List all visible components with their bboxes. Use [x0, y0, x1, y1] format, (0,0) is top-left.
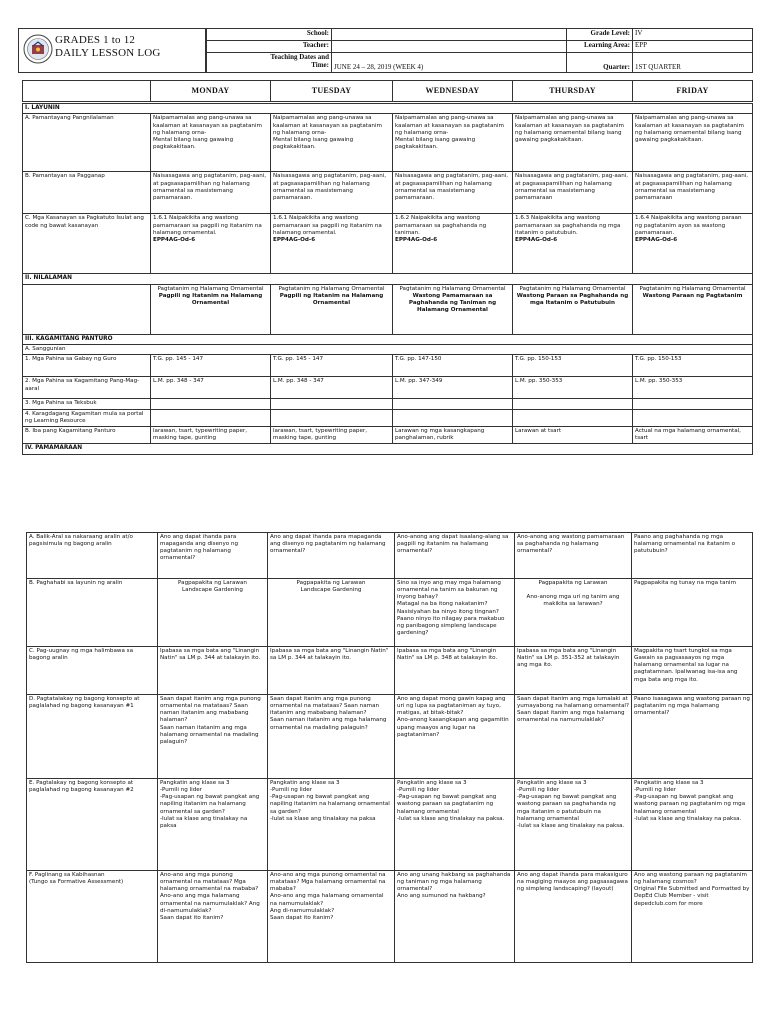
- section-kagamitang-panturo: III. KAGAMITANG PANTURO: [23, 334, 753, 344]
- deped-seal-icon: [23, 34, 53, 64]
- area-label: Learning Area:: [567, 40, 633, 52]
- teacher-label: Teacher:: [207, 40, 332, 52]
- cell: Ano ang dapat mong gawin kapag ang uri ng lupa sa pagtataniman ay tuyo, matigas, at bitak-bitak? Ano-anong kasangkapan ang gagamitin upang maayos ang lugar na pagtataniman?: [395, 695, 515, 779]
- cell: [271, 284, 393, 334]
- quarter-label: Quarter:: [567, 52, 633, 72]
- teacher-value: [332, 40, 567, 52]
- cell: Naisasagawa ang pagtatanim, pag-aani, at pagsasapamilihan ng halamang ornamental sa masistemang pamamaraan.: [271, 172, 393, 214]
- grade-label: Grade Level:: [567, 29, 633, 41]
- day-thursday: THURSDAY: [513, 81, 633, 102]
- row-label-iba-pang-kagamitan: B. Iba pang Kagamitang Panturo: [23, 426, 151, 443]
- cell: Paano ang paghahanda ng mga halamang ornamental na itatanim o patutubuin?: [632, 533, 753, 579]
- row-label-paglinang: F. Paglinang sa Kabihasnan (Tungo sa Formative Assessment): [27, 871, 158, 963]
- skill-code: EPP4AG-Od-6: [395, 236, 438, 243]
- title-line1: GRADES 1 to 12: [55, 34, 136, 46]
- cell: [633, 409, 753, 426]
- cell: Larawan at tsart: [513, 426, 633, 443]
- lesson-log-header: [18, 28, 752, 73]
- cell: L.M. pp. 348 - 347: [151, 377, 271, 399]
- content-topic: Pagtatanim ng Halamang Ornamental: [639, 285, 746, 292]
- cell: [513, 409, 633, 426]
- header-meta-table: [206, 28, 753, 73]
- cell: Ipabasa sa mga bata ang "Linangin Natin" sa LM p. 344 at talakayin ito.: [158, 647, 268, 695]
- cell: Naisasagawa ang pagtatanim, pag-aani, at pagsasapamilihan ng halamang ornamental sa masistemang pamamaraan: [633, 172, 753, 214]
- cell: Ipabasa sa mga bata ang "Linangin Natin" sa LM p. 344 at talakayin ito.: [268, 647, 395, 695]
- content-subtopic: Wastong Paraan ng Pagtatanim: [642, 292, 743, 299]
- cell: Pangkatin ang klase sa 3 -Pumili ng lider -Pag-usapan ng bawat pangkat ang wastong paraan ng pagtatanim ng mga halamang ornamental -Iulat sa klase ang tinalakay na paksa.: [632, 779, 753, 871]
- cell: L.M. pp. 350-353: [633, 377, 753, 399]
- row-label-pag-uugnay: C. Pag-uugnay ng mga halimbawa sa bagong aralin: [27, 647, 158, 695]
- cell: Pagpapakita ng Larawan Ano-anong mga uri ng tanim ang makikita sa larawan?: [515, 579, 632, 647]
- cell: [513, 399, 633, 409]
- content-subtopic: Pagpili ng Itatanim na Halamang Ornamental: [158, 292, 263, 307]
- row-label-pamantayan-sa-pagganap: B. Pamantayan sa Pagganap: [23, 172, 151, 214]
- cell: Saan dapat itanim ang mga punong ornamental na matataas? Saan naman itatanim ang mababang halaman? Saan naman itatanim ang mga halamang ornamental na madaling palaguin?: [268, 695, 395, 779]
- cell: [151, 284, 271, 334]
- content-subtopic: Wastong Pamamaraan sa Paghahanda ng Taniman ng Halamang Ornamental: [408, 292, 497, 314]
- cell: [393, 399, 513, 409]
- cell: L.M. pp. 347-349: [393, 377, 513, 399]
- title-line2: DAILY LESSON LOG: [55, 47, 161, 59]
- row-label-gabay-ng-guro: 1. Mga Pahina sa Gabay ng Guro: [23, 355, 151, 377]
- cell: [151, 399, 271, 409]
- cell: Ano ang unang hakbang sa paghahanda ng taniman ng mga halamang ornamental? Ano ang sumunod na hakbang?: [395, 871, 515, 963]
- cell: Ano-ano ang mga punong ornamental na matataas? Mga halamang ornamental na mababa? Ano-ano ang mga halamang ornamental na namumulaklak? Ang di-namumulaklak? Saan dapat ito itanim?: [158, 871, 268, 963]
- lesson-table-page2: [26, 532, 753, 963]
- content-topic: Pagtatanim ng Halamang Ornamental: [519, 285, 626, 292]
- dates-label: [207, 52, 332, 72]
- cell: Naisasagawa ang pagtatanim, pag-aani, at pagsasapamilihan ng halamang ornamental sa masistemang pamamaraan.: [393, 172, 513, 214]
- content-subtopic: Pagpili ng Itatanim na Halamang Ornamental: [279, 292, 384, 307]
- cell: L.M. pp. 348 - 347: [271, 377, 393, 399]
- cell: Pangkatin ang klase sa 3 -Pumili ng lider -Pag-usapan ng bawat pangkat ang wastong paraan sa pagtatanim ng halamang ornamental -Iulat sa klase ang tinalakay na paksa.: [395, 779, 515, 871]
- skill-text: 1.6.1 Naipakikita ang wastong pamamaraan sa pagpili ng itatanim na halamang ornamental.: [273, 215, 382, 236]
- cell: Saan dapat itanim ang mga punong ornamental na matataas? Saan naman itatanim ang mababang halaman? Saan naman itatanim ang mga halamang ornamental na madaling palaguin?: [158, 695, 268, 779]
- cell: T.G. pp. 147-150: [393, 355, 513, 377]
- school-label: School:: [207, 29, 332, 41]
- cell: T.G. pp. 145 - 147: [271, 355, 393, 377]
- cell: [151, 409, 271, 426]
- skill-code: EPP4AG-Od-6: [515, 236, 558, 243]
- row-label-teksbuk: 3. Mga Pahina sa Teksbuk: [23, 399, 151, 409]
- cell: [633, 214, 753, 274]
- cell: Sino sa inyo ang may mga halamang ornamental na tanim sa bakuran ng inyong bahay? Matagal na ba itong nakatanim? Nasisiyahan ba ninyo itong tingnan? Paano ninyo ito nilagay para makabuo ng panibagong simpleng landscape gardening?: [395, 579, 515, 647]
- cell: [393, 284, 513, 334]
- cell: Pagpapakita ng tunay na mga tanim: [632, 579, 753, 647]
- row-label-paghahabi: B. Paghahabi sa layunin ng aralin: [27, 579, 158, 647]
- cell: Ano-anong ang dapat isaalang-alang sa pagpili ng itatanim na halamang ornamental?: [395, 533, 515, 579]
- content-topic: Pagtatanim ng Halamang Ornamental: [157, 285, 264, 292]
- cell: Naipamamalas ang pang-unawa sa kaalaman at kasanayan sa pagtatanim ng halamang orna- Mental bilang isang gawaing pagkakakitaan.: [393, 114, 513, 172]
- cell: Pangkatin ang klase sa 3 -Pumili ng lider -Pag-usapan ng bawat pangkat ang napiling itatanim na halamang ornamental sa garden? -Iulat sa klase ang tinalakay na paksa: [158, 779, 268, 871]
- cell: [393, 214, 513, 274]
- grade-value: IV: [633, 29, 753, 41]
- cell: Ano-ano ang mga punong ornamental na matataas? Mga halamang ornamental na mababa? Ano-ano ang mga halamang ornamental na namumulaklak? Ang di-namumulaklak? Saan dapat ito itanim?: [268, 871, 395, 963]
- cell: Saan dapat itanim ang mga lumalaki at yumayabong na halamang ornamental? Saan dapat itanim ang mga halamang ornamental na namumulaklak?: [515, 695, 632, 779]
- day-friday: FRIDAY: [633, 81, 753, 102]
- cell: [271, 409, 393, 426]
- day-monday: MONDAY: [151, 81, 271, 102]
- cell: Ipabasa sa mga bata ang "Linangin Natin" sa LM p. 348 at talakayin ito.: [395, 647, 515, 695]
- cell: Naipamamalas ang pang-unawa sa kaalaman at kasanayan sa pagtatanim ng halamang orna- Mental bilang isang gawaing pagkakakitaan.: [151, 114, 271, 172]
- row-label-mga-kasanayan: C. Mga Kasanayan sa Pagkatuto Isulat ang code ng bawat kasanayan: [23, 214, 151, 274]
- cell: [513, 284, 633, 334]
- cell: Naisasagawa ang pagtatanim, pag-aani, at pagsasapamilihan ng halamang ornamental sa masistemang pamamaraan.: [151, 172, 271, 214]
- cell: Ano-anong ang wastong pamamaraan sa paghahanda ng halamang ornamental?: [515, 533, 632, 579]
- dates-label-line1: Teaching Dates and: [270, 52, 329, 61]
- row-label-pamantayang-pangnilalaman: A. Pamantayang Pangnilalaman: [23, 114, 151, 172]
- cell: Ano ang wastong paraan ng pagtatanim ng halamang cosmos? Original File Submitted and Formatted by DepEd Club Member - visit depedclub.com for more: [632, 871, 753, 963]
- cell: Ano ang dapat ihanda para mapaganda ang disenyo ng pagtatanim ng halamang ornamental?: [268, 533, 395, 579]
- cell: larawan, tsart, typewriting paper, masking tape, gunting: [271, 426, 393, 443]
- dates-value: JUNE 24 – 28, 2019 (WEEK 4): [332, 52, 567, 72]
- cell: Pangkatin ang klase sa 3 -Pumili ng lider -Pag-usapan ng bawat pangkat ang wastong paraan sa paghahanda ng mga itatanim o patutubuin na halamang ornamental -Iulat sa klase ang tinalakay na paksa.: [515, 779, 632, 871]
- section-layunin: I. LAYUNIN: [23, 104, 753, 114]
- content-subtopic: Wastong Paraan sa Paghahanda ng mga Itatanim o Patutubuin: [516, 292, 629, 307]
- cell: Naipamamalas ang pang-unawa sa kaalaman at kasanayan sa pagtatanim ng halamang ornamental bilang isang gawaing pagkakakitaan.: [513, 114, 633, 172]
- row-label-pagtatalakay-1: D. Pagtatalakay ng bagong konsepto at paglalahad ng bagong kasanayan #1: [27, 695, 158, 779]
- cell: Ipabasa sa mga bata ang "Linangin Natin" sa LM p. 351-352 at talakayin ang mga ito.: [515, 647, 632, 695]
- cell: Ano ang dapat ihanda para makasiguro na magiging maayos ang pagsasagawa ng simpleng landscaping? (layout): [515, 871, 632, 963]
- cell: T.G. pp. 145 - 147: [151, 355, 271, 377]
- cell: Pagpapakita ng Larawan Landscape Gardening: [158, 579, 268, 647]
- cell: Naisasagawa ang pagtatanim, pag-aani, at pagsasapamilihan ng halamang ornamental sa masistemang pamamaraan: [513, 172, 633, 214]
- cell: T.G. pp. 150-153: [633, 355, 753, 377]
- cell: Larawan ng mga kasangkapang panghalaman, rubrik: [393, 426, 513, 443]
- day-wednesday: WEDNESDAY: [393, 81, 513, 102]
- cell: larawan, tsart, typewriting paper, masking tape, gunting: [151, 426, 271, 443]
- content-topic: Pagtatanim ng Halamang Ornamental: [399, 285, 506, 292]
- cell: T.G. pp. 150-153: [513, 355, 633, 377]
- cell: [633, 284, 753, 334]
- skill-text: 1.6.4 Naipakikita ang wastong paraan ng pagtatanim ayon sa wastong pamamaraan.: [635, 215, 742, 236]
- row-label-pagtalakay-2: E. Pagtalakay ng bagong konsepto at paglalahad ng bagong kasanayan #2: [27, 779, 158, 871]
- skill-code: EPP4AG-Od-6: [273, 236, 316, 243]
- dates-label-line2: Time:: [311, 60, 329, 69]
- content-topic: Pagtatanim ng Halamang Ornamental: [278, 285, 385, 292]
- sanggunian-row: A. Sanggunian: [23, 345, 753, 355]
- school-value: [332, 29, 567, 41]
- corner-cell: [23, 81, 151, 102]
- cell: [633, 399, 753, 409]
- skill-text: 1.6.3 Naipakikita ang wastong pamamaraan sa paghahanda ng mga itatanim o patutubuin.: [515, 215, 621, 236]
- row-label-kagamitang-pang-mag-aaral: 2. Mga Pahina sa Kagamitang Pang-Mag-aaral: [23, 377, 151, 399]
- row-label-learning-resource: 4. Karagdagang Kagamitan mula sa portal ng Learning Resource: [23, 409, 151, 426]
- quarter-value: 1ST QUARTER: [633, 52, 753, 72]
- cell: L.M. pp. 350-353: [513, 377, 633, 399]
- title-block: [18, 28, 206, 73]
- cell: Pagpapakita ng Larawan Landscape Gardening: [268, 579, 395, 647]
- nilalaman-label-cell: [23, 284, 151, 334]
- cell: [513, 214, 633, 274]
- skill-text: 1.6.1 Naipakikita ang wastong pamamaraan sa pagpili ng itatanim na halamang ornamental.: [153, 215, 262, 236]
- cell: Pangkatin ang klase sa 3 -Pumili ng lider -Pag-usapan ng bawat pangkat ang napiling itatanim na halamang ornamental sa garden? -Iulat sa klase ang tinalakay na paksa: [268, 779, 395, 871]
- cell: Ano ang dapat ihanda para mapaganda ang disenyo ng pagtatanim ng halamang ornamental?: [158, 533, 268, 579]
- row-label-balik-aral: A. Balik-Aral sa nakaraang aralin at/o pagsisimula ng bagong aralin: [27, 533, 158, 579]
- cell: [393, 409, 513, 426]
- day-tuesday: TUESDAY: [271, 81, 393, 102]
- area-value: EPP: [633, 40, 753, 52]
- cell: [151, 214, 271, 274]
- section-pamamaraan: IV. PAMAMARAAN: [23, 444, 753, 454]
- section-nilalaman: II. NILALAMAN: [23, 274, 753, 284]
- cell: Naipamamalas ang pang-unawa sa kaalaman at kasanayan sa pagtatanim ng halamang orna- Mental bilang isang gawaing pagkakakitaan.: [271, 114, 393, 172]
- cell: Naipamamalas ang pang-unawa sa kaalaman at kasanayan sa pagtatanim ng halamang ornamental bilang isang gawaing pagkakakitaan.: [633, 114, 753, 172]
- skill-code: EPP4AG-Od-6: [153, 236, 196, 243]
- cell: Magpakita ng tsart tungkol sa mga Gawain sa pagsasaayos ng mga halamang ornamental sa lugar na pagtatamnan. Ipaliwanag isa-isa ang mga bata ang mga ito.: [632, 647, 753, 695]
- cell: Actual na mga halamang ornamental, tsart: [633, 426, 753, 443]
- cell: [271, 214, 393, 274]
- skill-text: 1.6.2 Naipakikita ang wastong pamamaraan sa paghahanda ng taniman.: [395, 215, 487, 236]
- day-header-row: [22, 80, 753, 102]
- cell: Paano isasagawa ang wastong paraan ng pagtatanim ng mga halamang ornamental?: [632, 695, 753, 779]
- lesson-table-page1: [22, 103, 753, 455]
- cell: [271, 399, 393, 409]
- skill-code: EPP4AG-Od-6: [635, 236, 678, 243]
